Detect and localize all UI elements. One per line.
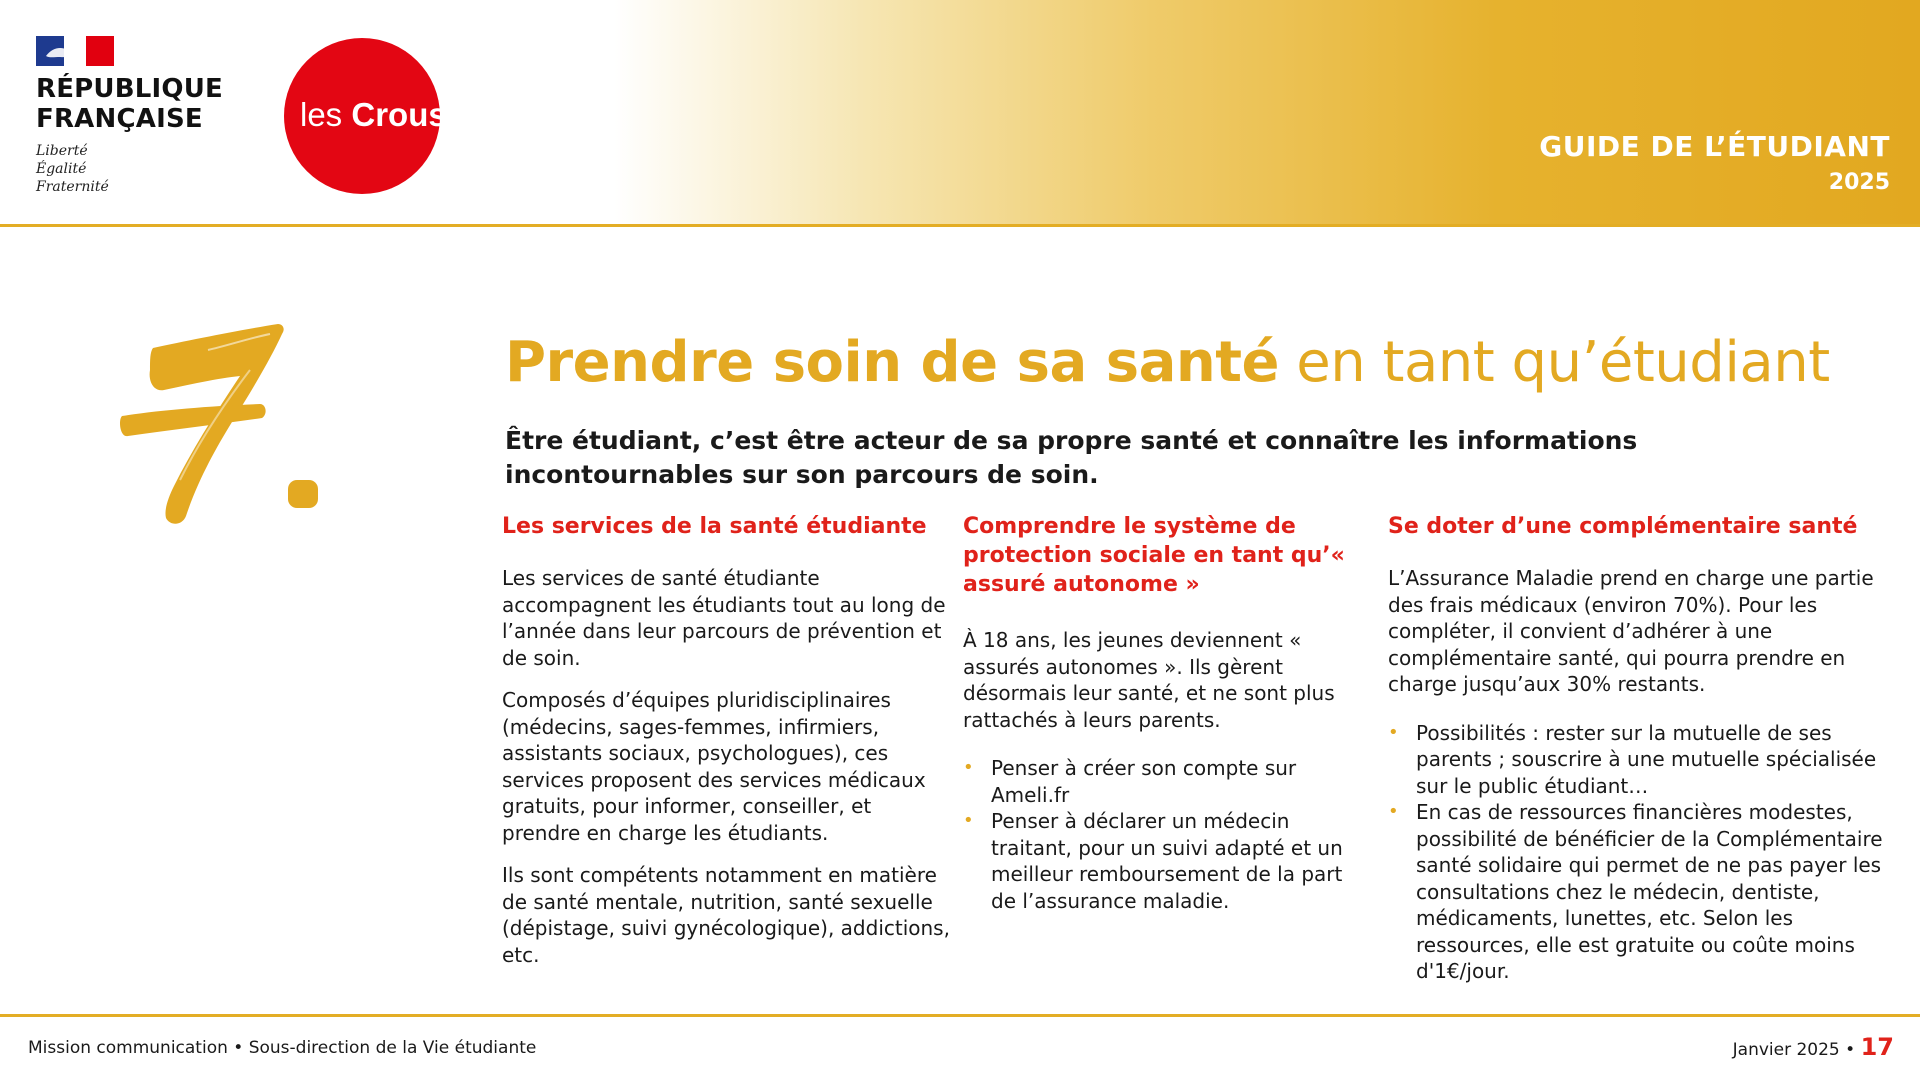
column-paragraph: Ils sont compétents notamment en matière de santé mentale, nutrition, santé sexuelle (dépistage, suivi gynécologique), addictions, etc. (502, 863, 950, 967)
crous-logo-text (300, 96, 447, 134)
page-title-bold: Prendre soin de sa santé (505, 330, 1279, 395)
footer-page-info (1733, 1033, 1894, 1061)
column-paragraph: À 18 ans, les jeunes deviennent « assurés autonomes ». Ils gèrent désormais leur santé, et ne sont plus rattachés à leurs parents. (963, 628, 1335, 732)
footer-date: Janvier 2025 (1732, 1040, 1840, 1060)
republique-name-line1: RÉPUBLIQUE (36, 74, 223, 104)
chapter-number (120, 305, 340, 530)
chapter-number-text: 7. (120, 305, 136, 324)
motto-liberte: Liberté (36, 143, 88, 159)
motto-fraternite: Fraternité (36, 179, 109, 195)
column-complementaire-sante (1388, 512, 1898, 985)
bullet-list (1388, 720, 1898, 985)
crous-logo (284, 38, 447, 194)
column-title: Comprendre le système de protection sociale en tant qu’« assuré autonome » (963, 514, 1345, 597)
column-paragraph: L’Assurance Maladie prend en charge une partie des frais médicaux (environ 70%). Pour les compléter, il convient d’adhérer à une complémentaire santé, qui pourra prendre en charge jusqu’aux 30% restants. (1388, 566, 1874, 696)
column-paragraph: Les services de santé étudiante accompagnent les étudiants tout au long de l’année dans leur parcours de prévention et de soin. (502, 566, 946, 670)
list-item-text: Possibilités : rester sur la mutuelle de ses parents ; souscrire à une mutuelle spécialisée sur le public étudiant… (1416, 720, 1877, 798)
page-title-regular: en tant qu’étudiant (1278, 330, 1830, 395)
column-paragraph: Composés d’équipes pluridisciplinaires (médecins, sages-femmes, infirmiers, assistants sociaux, psychologues), ces services proposent des services médicaux gratuits, pour informer, conseiller, et prendre en charge les étudiants. (502, 688, 926, 845)
crous-logo-prefix: les (300, 96, 343, 133)
crous-logo-name: Crous (351, 96, 447, 133)
list-item-text: Penser à créer son compte sur Ameli.fr (991, 756, 1297, 807)
footer-separator: • (1839, 1040, 1861, 1060)
page-number: 17 (1860, 1033, 1894, 1061)
list-item (1388, 799, 1898, 985)
bullet-icon: • (1388, 801, 1399, 822)
republique-motto (36, 142, 236, 196)
list-item (963, 808, 1363, 914)
footer-divider (0, 1014, 1920, 1017)
footer-credit: Mission communication • Sous-direction de la Vie étudiante (28, 1038, 537, 1058)
list-item (1388, 720, 1898, 800)
bullet-list (963, 755, 1363, 914)
header-banner (0, 0, 1920, 227)
republique-name (36, 74, 236, 134)
intro-paragraph: Être étudiant, c’est être acteur de sa propre santé et connaître les informations incontournables sur son parcours de soin. (505, 426, 1638, 489)
guide-title: GUIDE DE L’ÉTUDIANT (1539, 130, 1890, 163)
list-item (963, 755, 1363, 808)
column-title: Se doter d’une complémentaire santé (1388, 514, 1858, 539)
bullet-icon: • (1388, 721, 1399, 743)
marianne-flag-icon (36, 36, 114, 66)
bullet-icon: • (963, 810, 974, 831)
republique-francaise-logo (36, 36, 236, 196)
page-title (505, 328, 1830, 398)
column-title: Les services de la santé étudiante (502, 514, 927, 539)
bullet-icon: • (963, 757, 974, 778)
column-services-sante (502, 512, 952, 984)
republique-name-line2: FRANÇAISE (36, 104, 203, 134)
guide-year: 2025 (1828, 170, 1890, 195)
list-item-text: Penser à déclarer un médecin traitant, pour un suivi adapté et un meilleur remboursement de la part de l’assurance maladie. (991, 809, 1343, 913)
motto-egalite: Égalité (36, 161, 87, 177)
list-item-text: En cas de ressources financières modestes, possibilité de bénéficier de la Complémentaire santé solidaire qui permet de ne pas payer les consultations chez le médecin, dentiste, médicaments, lunettes, etc. Selon les ressources, elle est gratuite ou coûte moins d'1€/jour. (1416, 800, 1883, 983)
column-protection-sociale (963, 512, 1363, 914)
